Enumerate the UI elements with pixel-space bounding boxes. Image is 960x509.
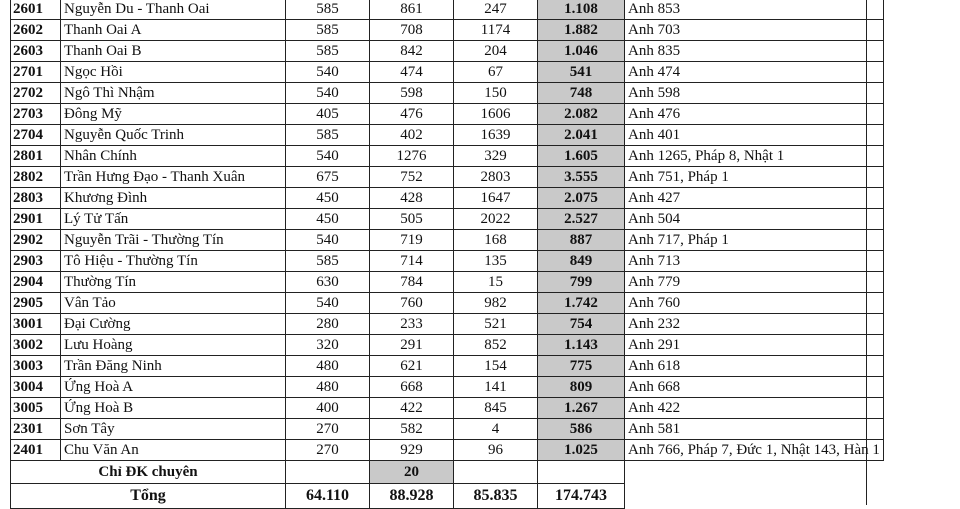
row-value-a: 540 bbox=[286, 146, 370, 167]
row-note: Anh 713 bbox=[625, 251, 884, 272]
row-code: 2904 bbox=[11, 272, 61, 293]
tong-total: 174.743 bbox=[538, 484, 625, 509]
row-school-name: Vân Tảo bbox=[61, 293, 286, 314]
row-note: Anh 581 bbox=[625, 419, 884, 440]
row-value-b: 784 bbox=[370, 272, 454, 293]
row-value-c: 247 bbox=[454, 0, 538, 20]
row-value-b: 476 bbox=[370, 104, 454, 125]
row-value-a: 480 bbox=[286, 356, 370, 377]
row-total: 849 bbox=[538, 251, 625, 272]
row-code: 2602 bbox=[11, 20, 61, 41]
table-row bbox=[11, 125, 884, 146]
table-row bbox=[11, 209, 884, 230]
row-school-name: Sơn Tây bbox=[61, 419, 286, 440]
row-code: 2401 bbox=[11, 440, 61, 461]
row-code: 3005 bbox=[11, 398, 61, 419]
table-row bbox=[11, 398, 884, 419]
row-total: 1.605 bbox=[538, 146, 625, 167]
row-note: Anh 766, Pháp 7, Đức 1, Nhật 143, Hàn 1 bbox=[625, 440, 884, 461]
row-code: 2901 bbox=[11, 209, 61, 230]
row-school-name: Lưu Hoàng bbox=[61, 335, 286, 356]
table-row bbox=[11, 230, 884, 251]
row-value-a: 280 bbox=[286, 314, 370, 335]
row-code: 2905 bbox=[11, 293, 61, 314]
row-value-c: 845 bbox=[454, 398, 538, 419]
row-total: 2.527 bbox=[538, 209, 625, 230]
row-value-a: 585 bbox=[286, 251, 370, 272]
row-value-c: 2803 bbox=[454, 167, 538, 188]
row-value-b: 505 bbox=[370, 209, 454, 230]
row-school-name: Chu Văn An bbox=[61, 440, 286, 461]
row-value-c: 168 bbox=[454, 230, 538, 251]
row-value-a: 540 bbox=[286, 83, 370, 104]
row-value-a: 540 bbox=[286, 230, 370, 251]
row-value-c: 329 bbox=[454, 146, 538, 167]
table-row bbox=[11, 356, 884, 377]
row-value-b: 402 bbox=[370, 125, 454, 146]
row-value-a: 400 bbox=[286, 398, 370, 419]
row-code: 3004 bbox=[11, 377, 61, 398]
row-value-b: 621 bbox=[370, 356, 454, 377]
table-row bbox=[11, 104, 884, 125]
row-value-b: 428 bbox=[370, 188, 454, 209]
enrollment-table bbox=[10, 0, 884, 509]
row-value-c: 1606 bbox=[454, 104, 538, 125]
table-row bbox=[11, 0, 884, 20]
row-value-a: 480 bbox=[286, 377, 370, 398]
row-school-name: Nguyễn Trãi - Thường Tín bbox=[61, 230, 286, 251]
row-note: Anh 504 bbox=[625, 209, 884, 230]
row-total: 2.075 bbox=[538, 188, 625, 209]
row-note: Anh 476 bbox=[625, 104, 884, 125]
row-code: 2702 bbox=[11, 83, 61, 104]
row-note: Anh 835 bbox=[625, 41, 884, 62]
row-note: Anh 618 bbox=[625, 356, 884, 377]
row-value-b: 474 bbox=[370, 62, 454, 83]
table-row bbox=[11, 167, 884, 188]
row-total: 1.108 bbox=[538, 0, 625, 20]
row-value-c: 2022 bbox=[454, 209, 538, 230]
chi-dk-label: Chỉ ĐK chuyên bbox=[11, 461, 286, 484]
row-code: 3001 bbox=[11, 314, 61, 335]
row-total: 809 bbox=[538, 377, 625, 398]
row-value-a: 585 bbox=[286, 125, 370, 146]
row-total: 1.046 bbox=[538, 41, 625, 62]
tong-a: 64.110 bbox=[286, 484, 370, 509]
row-value-a: 405 bbox=[286, 104, 370, 125]
table-row bbox=[11, 41, 884, 62]
table-row bbox=[11, 419, 884, 440]
row-note: Anh 668 bbox=[625, 377, 884, 398]
row-value-b: 714 bbox=[370, 251, 454, 272]
row-school-name: Trần Đăng Ninh bbox=[61, 356, 286, 377]
row-value-c: 135 bbox=[454, 251, 538, 272]
row-value-c: 15 bbox=[454, 272, 538, 293]
table-row bbox=[11, 314, 884, 335]
table-body bbox=[11, 0, 884, 461]
row-total: 1.742 bbox=[538, 293, 625, 314]
row-code: 2802 bbox=[11, 167, 61, 188]
row-code: 3003 bbox=[11, 356, 61, 377]
row-value-b: 752 bbox=[370, 167, 454, 188]
table-row bbox=[11, 146, 884, 167]
row-total: 775 bbox=[538, 356, 625, 377]
row-school-name: Đông Mỹ bbox=[61, 104, 286, 125]
chi-dk-empty-a bbox=[286, 461, 370, 484]
table-row bbox=[11, 335, 884, 356]
chi-dk-row bbox=[11, 461, 884, 484]
row-value-b: 760 bbox=[370, 293, 454, 314]
row-value-b: 233 bbox=[370, 314, 454, 335]
row-value-a: 675 bbox=[286, 167, 370, 188]
row-total: 586 bbox=[538, 419, 625, 440]
row-value-b: 668 bbox=[370, 377, 454, 398]
row-school-name: Lý Tử Tấn bbox=[61, 209, 286, 230]
row-value-c: 154 bbox=[454, 356, 538, 377]
table-row bbox=[11, 377, 884, 398]
row-school-name: Trần Hưng Đạo - Thanh Xuân bbox=[61, 167, 286, 188]
row-value-a: 320 bbox=[286, 335, 370, 356]
row-total: 1.025 bbox=[538, 440, 625, 461]
row-note: Anh 760 bbox=[625, 293, 884, 314]
table-row bbox=[11, 440, 884, 461]
row-value-c: 1647 bbox=[454, 188, 538, 209]
row-school-name: Ứng Hoà B bbox=[61, 398, 286, 419]
table-row bbox=[11, 83, 884, 104]
row-school-name: Khương Đình bbox=[61, 188, 286, 209]
row-school-name: Thường Tín bbox=[61, 272, 286, 293]
row-note: Anh 779 bbox=[625, 272, 884, 293]
row-total: 748 bbox=[538, 83, 625, 104]
row-school-name: Nguyễn Du - Thanh Oai bbox=[61, 0, 286, 20]
row-code: 2902 bbox=[11, 230, 61, 251]
table-row bbox=[11, 62, 884, 83]
row-note: Anh 474 bbox=[625, 62, 884, 83]
row-value-b: 582 bbox=[370, 419, 454, 440]
row-value-c: 1174 bbox=[454, 20, 538, 41]
table-row bbox=[11, 251, 884, 272]
row-school-name: Nguyễn Quốc Trinh bbox=[61, 125, 286, 146]
row-value-b: 861 bbox=[370, 0, 454, 20]
row-value-b: 842 bbox=[370, 41, 454, 62]
row-code: 2903 bbox=[11, 251, 61, 272]
row-value-c: 852 bbox=[454, 335, 538, 356]
tong-b: 88.928 bbox=[370, 484, 454, 509]
row-value-a: 585 bbox=[286, 0, 370, 20]
row-school-name: Thanh Oai B bbox=[61, 41, 286, 62]
row-school-name: Thanh Oai A bbox=[61, 20, 286, 41]
row-value-c: 521 bbox=[454, 314, 538, 335]
row-value-c: 96 bbox=[454, 440, 538, 461]
row-code: 2703 bbox=[11, 104, 61, 125]
row-code: 2301 bbox=[11, 419, 61, 440]
row-value-a: 540 bbox=[286, 62, 370, 83]
chi-dk-empty-note bbox=[625, 461, 884, 484]
row-school-name: Ngọc Hồi bbox=[61, 62, 286, 83]
row-note: Anh 427 bbox=[625, 188, 884, 209]
row-code: 2803 bbox=[11, 188, 61, 209]
row-note: Anh 598 bbox=[625, 83, 884, 104]
row-note: Anh 232 bbox=[625, 314, 884, 335]
row-value-c: 204 bbox=[454, 41, 538, 62]
row-note: Anh 291 bbox=[625, 335, 884, 356]
row-total: 1.143 bbox=[538, 335, 625, 356]
row-value-c: 67 bbox=[454, 62, 538, 83]
row-value-b: 1276 bbox=[370, 146, 454, 167]
row-school-name: Tô Hiệu - Thường Tín bbox=[61, 251, 286, 272]
row-school-name: Nhân Chính bbox=[61, 146, 286, 167]
table-row bbox=[11, 272, 884, 293]
row-note: Anh 717, Pháp 1 bbox=[625, 230, 884, 251]
row-value-a: 630 bbox=[286, 272, 370, 293]
row-total: 541 bbox=[538, 62, 625, 83]
row-value-a: 450 bbox=[286, 188, 370, 209]
row-note: Anh 1265, Pháp 8, Nhật 1 bbox=[625, 146, 884, 167]
row-value-a: 270 bbox=[286, 440, 370, 461]
chi-dk-empty-c bbox=[454, 461, 538, 484]
row-total: 3.555 bbox=[538, 167, 625, 188]
row-total: 1.267 bbox=[538, 398, 625, 419]
row-value-b: 422 bbox=[370, 398, 454, 419]
table-row bbox=[11, 293, 884, 314]
row-school-name: Đại Cường bbox=[61, 314, 286, 335]
row-note: Anh 703 bbox=[625, 20, 884, 41]
row-school-name: Ứng Hoà A bbox=[61, 377, 286, 398]
row-value-b: 291 bbox=[370, 335, 454, 356]
row-total: 887 bbox=[538, 230, 625, 251]
row-total: 2.082 bbox=[538, 104, 625, 125]
row-total: 2.041 bbox=[538, 125, 625, 146]
row-value-a: 585 bbox=[286, 41, 370, 62]
row-value-b: 708 bbox=[370, 20, 454, 41]
table-row bbox=[11, 20, 884, 41]
row-value-c: 4 bbox=[454, 419, 538, 440]
chi-dk-empty-total bbox=[538, 461, 625, 484]
tong-label: Tổng bbox=[11, 484, 286, 509]
row-value-a: 540 bbox=[286, 293, 370, 314]
chi-dk-value: 20 bbox=[370, 461, 454, 484]
row-value-b: 929 bbox=[370, 440, 454, 461]
table-row bbox=[11, 188, 884, 209]
row-code: 2603 bbox=[11, 41, 61, 62]
row-code: 2601 bbox=[11, 0, 61, 20]
tong-c: 85.835 bbox=[454, 484, 538, 509]
row-total: 754 bbox=[538, 314, 625, 335]
row-value-c: 982 bbox=[454, 293, 538, 314]
row-value-b: 598 bbox=[370, 83, 454, 104]
row-code: 2704 bbox=[11, 125, 61, 146]
row-code: 2701 bbox=[11, 62, 61, 83]
row-total: 1.882 bbox=[538, 20, 625, 41]
row-total: 799 bbox=[538, 272, 625, 293]
row-note: Anh 853 bbox=[625, 0, 884, 20]
row-school-name: Ngô Thì Nhậm bbox=[61, 83, 286, 104]
row-value-c: 150 bbox=[454, 83, 538, 104]
row-value-a: 270 bbox=[286, 419, 370, 440]
row-code: 2801 bbox=[11, 146, 61, 167]
row-note: Anh 422 bbox=[625, 398, 884, 419]
row-value-c: 1639 bbox=[454, 125, 538, 146]
row-code: 3002 bbox=[11, 335, 61, 356]
row-value-a: 450 bbox=[286, 209, 370, 230]
row-note: Anh 751, Pháp 1 bbox=[625, 167, 884, 188]
row-note: Anh 401 bbox=[625, 125, 884, 146]
row-value-c: 141 bbox=[454, 377, 538, 398]
row-value-b: 719 bbox=[370, 230, 454, 251]
row-value-a: 585 bbox=[286, 20, 370, 41]
